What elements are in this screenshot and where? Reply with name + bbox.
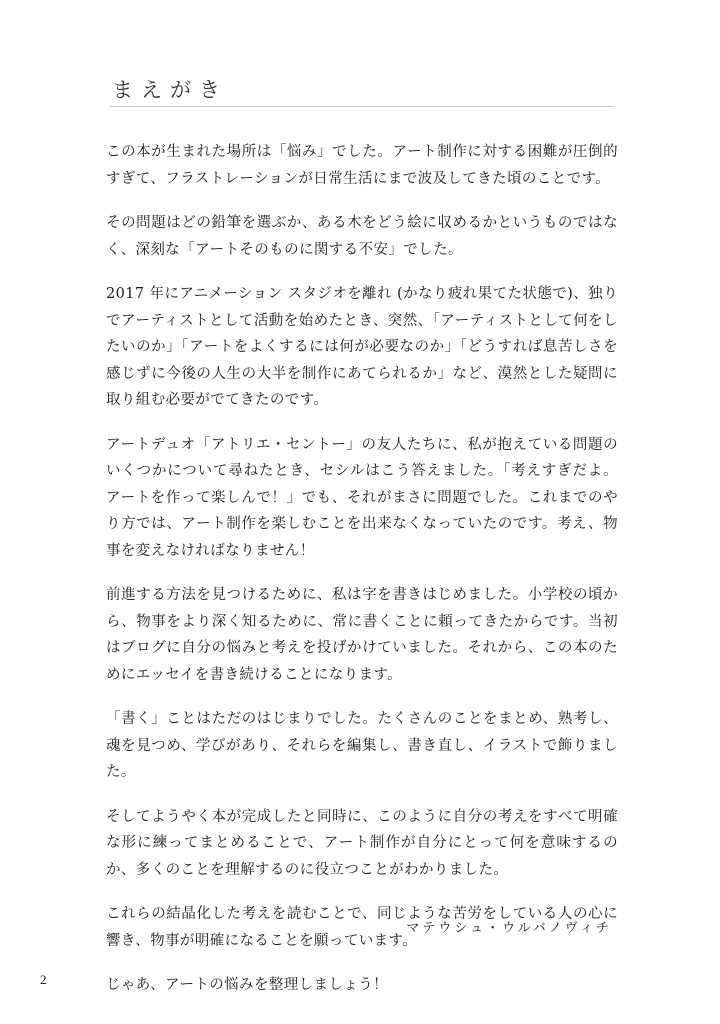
paragraph: じゃあ、アートの悩みを整理しましょう！ (106, 977, 389, 993)
paragraph: 2017 年にアニメーション スタジオを離れ (かなり疲れ果てた状態で)、独りでアーティストとして活動を始めたとき、突然、「アーティストとして何をしたいのか」「アートをよくするには何が必要なのか」「どうすれば息苦しさを感じずに今後の人生の大半を制作にあてられるか」など、漠然とした疑問に取り組む必要がでてきたのです。 (106, 286, 618, 408)
page-number: 2 (40, 972, 47, 987)
paragraph: 前進する方法を見つけるために、私は字を書きはじめました。小学校の頃から、物事をより深く知るために、常に書くことに頼ってきたからです。当初はブログに自分の悩みと考えを投げかけていました。それから、この本のためにエッセイを書き続けることになります。 (106, 587, 618, 683)
paragraph: これらの結晶化した考えを読むことで、同じような苦労をしている人の心に響き、物事が明確になることを願っています。 (106, 906, 618, 949)
preface-body (106, 139, 618, 1017)
author-signature: マテウシュ・ウルバノヴィチ (406, 921, 612, 936)
paragraph: そしてようやく本が完成したと同時に、このように自分の考えをすべて明確な形に練ってまとめることで、アート制作が自分にとって何を意味するのか、多くのことを理解するのに役立つことがわかりました。 (106, 808, 618, 878)
page-title: まえがき (112, 78, 228, 102)
paragraph: アートデュオ「アトリエ・セントー」の友人たちに、私が抱えている問題のいくつかについて尋ねたとき、セシルはこう答えました。「考えすぎだよ。アートを作って楽しんで！」でも、それがまさに問題でした。これまでのやり方では、アート制作を楽しむことを出来なくなっていたのです。考え、物事を変えなければなりません！ (106, 436, 618, 559)
paragraph: この本が生まれた場所は「悩み」でした。アート制作に対する困難が圧倒的すぎて、フラストレーションが日常生活にまで波及してきた頃のことです。 (106, 144, 618, 187)
paragraph: 「書く」ことはただのはじまりでした。たくさんのことをまとめ、熟考し、魂を見つめ、学びがあり、それらを編集し、書き直し、イラストで飾りました。 (106, 711, 618, 780)
title-divider (110, 106, 613, 107)
paragraph: その問題はどの鉛筆を選ぶか、ある木をどう絵に収めるかというものではなく、深刻な「アートそのものに関する不安」でした。 (106, 215, 618, 258)
